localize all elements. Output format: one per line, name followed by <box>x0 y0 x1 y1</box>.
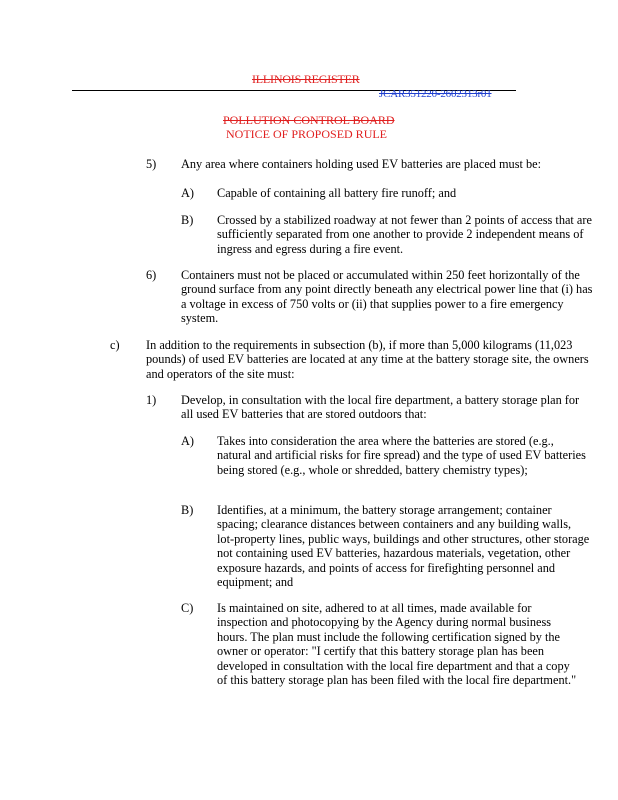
item-5a <box>0 186 618 202</box>
document-code: JCAR351220-2602313r01 <box>379 88 492 100</box>
item-label: c) <box>110 338 120 352</box>
item-5 <box>0 157 618 173</box>
item-label: A) <box>181 434 194 448</box>
item-6 <box>0 268 618 328</box>
item-text: Containers must not be placed or accumulated within 250 feet horizontally of the ground surface from any point directly beneath any electrical power line that (i) has a voltage in excess of 750 volts or (ii) that supplies power to a fire emergency system. <box>181 268 593 326</box>
item-text: Is maintained on site, adhered to at all times, made available for inspection and photocopying by the Agency during normal business hours. The plan must include the following certification signed by the owner or operator: "I certify that this battery storage plan has been developed in consultation with the local fire department and that a copy of this battery storage plan has been filed with the local fire department." <box>217 601 577 688</box>
item-label: 6) <box>146 268 157 282</box>
item-c <box>0 338 618 384</box>
notice-heading: NOTICE OF PROPOSED RULE <box>226 127 388 141</box>
item-text: Capable of containing all battery fire runoff; and <box>217 186 457 200</box>
item-text: Any area where containers holding used EV batteries are placed must be: <box>181 157 542 171</box>
item-c1a <box>0 434 618 494</box>
item-label: A) <box>181 186 194 200</box>
item-c1b <box>0 503 618 593</box>
item-label: B) <box>181 503 194 517</box>
board-heading: POLLUTION CONTROL BOARD <box>223 113 395 127</box>
item-label: C) <box>181 601 194 615</box>
item-label: B) <box>181 213 194 227</box>
item-label: 1) <box>146 393 157 407</box>
item-text: In addition to the requirements in subsection (b), if more than 5,000 kilograms (11,023 pounds) of used EV batteries are located at any time at the battery storage site, the owners and operators of the site must: <box>146 338 589 381</box>
item-text: Develop, in consultation with the local fire department, a battery storage plan for all used EV batteries that are stored outdoors that: <box>181 393 580 422</box>
item-label: 5) <box>146 157 157 171</box>
item-text: Identifies, at a minimum, the battery storage arrangement; container spacing; clearance distances between containers and any building walls, lot-property lines, public ways, buildings and other structures, other storage not containing used EV batteries, hazardous materials, vegetation, other exposure hazards, and points of access for firefighting personnel and equipment; and <box>217 503 590 590</box>
item-c1 <box>0 393 618 425</box>
item-c1c <box>0 601 618 705</box>
register-heading: ILLINOIS REGISTER <box>252 72 360 86</box>
item-text: Takes into consideration the area where the batteries are stored (e.g., natural and artificial risks for fire spread) and the type of used EV batteries being stored (e.g., whole or shredded, battery chemistry types); <box>217 434 586 477</box>
item-5b <box>0 213 618 259</box>
item-text: Crossed by a stabilized roadway at not fewer than 2 points of access that are sufficiently separated from one another to provide 2 independent means of ingress and egress during a fire event. <box>217 213 592 256</box>
